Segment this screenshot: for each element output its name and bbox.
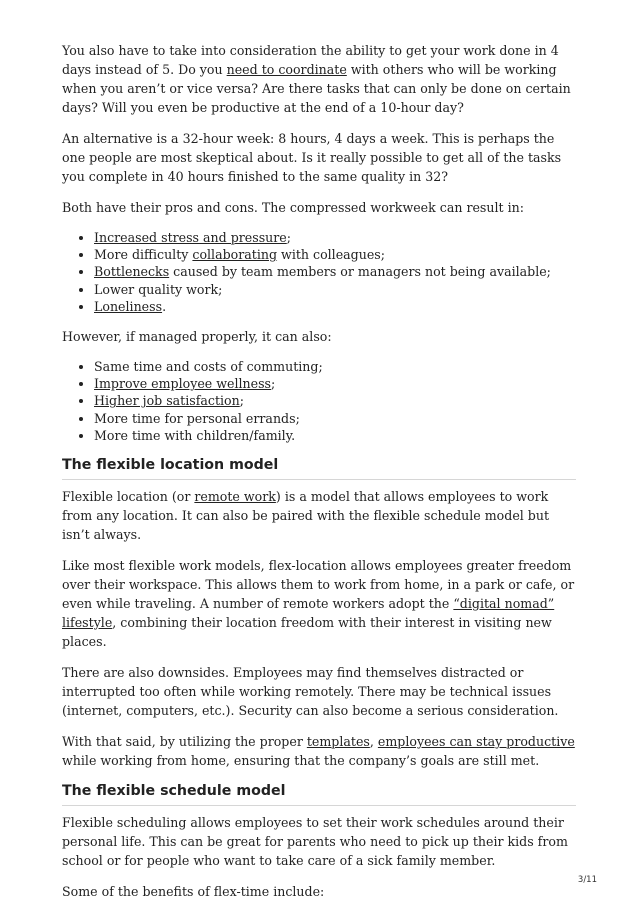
compressed-pros-list <box>62 358 576 444</box>
list-item: • Increased stress and pressure; <box>94 229 576 246</box>
section-heading-flexible-schedule: The flexible schedule model <box>62 782 576 806</box>
link-digital-nomad[interactable]: “digital nomad” lifestyle <box>62 596 555 631</box>
paragraph-pros-cons-intro: Both have their pros and cons. The compressed workweek can result in: <box>62 200 524 215</box>
paragraph-compressed-considerations: You also have to take into consideration the ability to get your work done in 4 days instead of 5. Do you need to coordinate with others who will be working when you aren’t or vice versa? Are there tasks that can only be done on certain days? Will you even be productive at the end of a 10-hour day? <box>62 43 571 115</box>
paragraph-benefits-intro: However, if managed properly, it can also: <box>62 329 332 345</box>
paragraph-flexible-location-definition: Flexible location (or remote work) is a model that allows employees to work from any location. It can also be paired with the flexible schedule model but isn’t always. <box>62 489 550 543</box>
page-number: 3/11 <box>577 875 597 885</box>
paragraph-32-hour-week: An alternative is a 32-hour week: 8 hours, 4 days a week. This is perhaps the one people are most skeptical about. Is it really possible to get all of the tasks you complete in 40 hours finished to the same quality in 32? <box>62 131 562 184</box>
link-remote-work[interactable]: remote work <box>194 489 276 505</box>
list-item: • Higher job satisfaction; <box>94 392 576 409</box>
list-item: • Lower quality work; <box>94 281 576 298</box>
link-job-satisfaction[interactable]: Higher job satisfaction <box>94 393 240 409</box>
list-item: • More time for personal errands; <box>94 410 576 427</box>
link-loneliness[interactable]: Loneliness <box>94 298 163 314</box>
link-templates[interactable]: templates <box>306 734 370 750</box>
list-item: • Same time and costs of commuting; <box>94 358 576 375</box>
link-increased-stress[interactable]: Increased stress and pressure <box>94 230 287 245</box>
link-need-to-coordinate[interactable]: need to coordinate <box>226 62 347 77</box>
link-collaborating[interactable]: collaborating <box>192 247 278 263</box>
link-stay-productive[interactable]: employees can stay productive <box>377 734 575 750</box>
paragraph-templates: With that said, by utilizing the proper templates, employees can stay productive while working from home, ensuring that the company’s goals are still met. <box>62 734 575 769</box>
paragraph-flexible-scheduling: Flexible scheduling allows employees to set their work schedules around their personal life. This can be great for parents who need to pick up their kids from school or for people who want to take care of a sick family member. <box>62 815 568 869</box>
link-improve-wellness[interactable]: Improve employee wellness <box>94 376 272 392</box>
paragraph-downsides: There are also downsides. Employees may find themselves distracted or interrupted too often while working remotely. There may be technical issues (internet, computers, etc.). Security can also become a serious consideration. <box>62 665 559 719</box>
compressed-cons-list <box>62 229 576 315</box>
link-bottlenecks[interactable]: Bottlenecks <box>94 264 170 280</box>
document-page <box>62 41 576 913</box>
paragraph-flex-location-freedom: Like most flexible work models, flex-location allows employees greater freedom over their workspace. This allows them to work from home, in a park or cafe, or even while traveling. A number of remote workers adopt the “digital nomad” lifestyle, combining their location freedom with their interest in visiting new places. <box>62 558 575 650</box>
list-item: • More difficulty collaborating with colleagues; <box>94 246 576 263</box>
paragraph-flex-time-benefits-intro: Some of the benefits of flex-time include: <box>62 884 325 900</box>
list-item: • Improve employee wellness; <box>94 375 576 392</box>
list-item: • Bottlenecks caused by team members or managers not being available; <box>94 263 576 280</box>
list-item: • Loneliness. <box>94 298 576 315</box>
list-item: • More time with children/family. <box>94 427 576 444</box>
section-heading-flexible-location: The flexible location model <box>62 456 576 480</box>
